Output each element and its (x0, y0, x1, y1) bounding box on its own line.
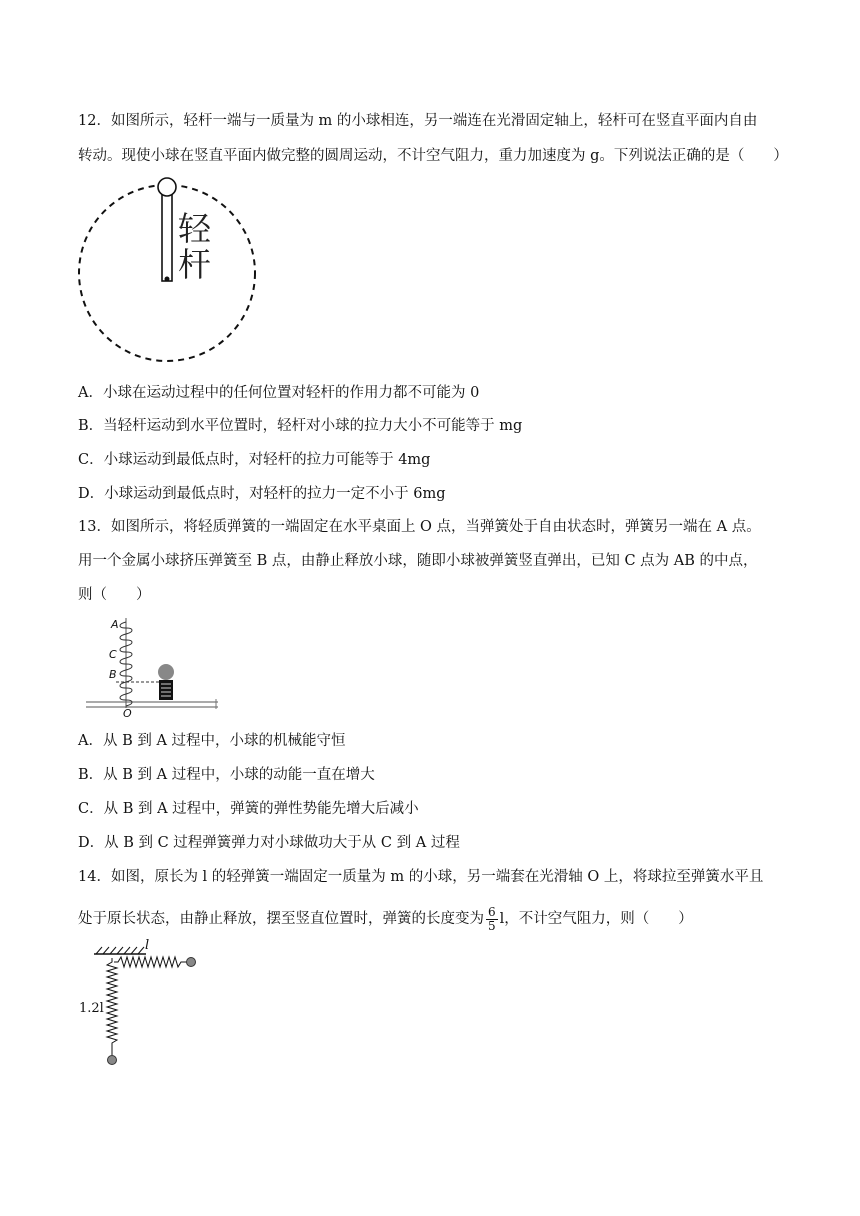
q14-stem-line2-after: l，不计空气阻力，则（ ） (499, 911, 693, 927)
q13-option-b: B．从 B 到 A 过程中，小球的动能一直在增大 (78, 767, 375, 783)
q14-label-top: l (145, 938, 150, 953)
q13-label-b: B (109, 668, 117, 681)
q12-option-c: C．小球运动到最低点时，对轻杆的拉力可能等于 4mg (78, 452, 431, 468)
q13-option-c: C．从 B 到 A 过程中，弹簧的弹性势能先增大后减小 (78, 801, 419, 817)
q14-figure-pendulum-spring (86, 942, 206, 1068)
q13-stem-line2: 用一个金属小球挤压弹簧至 B 点，由静止释放小球，随即小球被弹簧竖直弹出，已知 C 点为 AB 的中点， (78, 553, 758, 569)
q13-option-d: D．从 B 到 C 过程弹簧弹力对小球做功大于从 C 到 A 过程 (78, 835, 460, 851)
q12-stem-line1: 12．如图所示，轻杆一端与一质量为 m 的小球相连，另一端连在光滑固定轴上，轻杆可在竖直平面内自由 (78, 113, 758, 129)
q14-stem-line1: 14．如图，原长为 l 的轻弹簧一端固定一质量为 m 的小球，另一端套在光滑轴 O 上，将球拉至弹簧水平且 (78, 869, 764, 885)
q13-option-a: A．从 B 到 A 过程中，小球的机械能守恒 (78, 733, 346, 749)
q14-stem-line2-before: 处于原长状态，由静止释放，摆至竖直位置时，弹簧的长度变为 (78, 911, 484, 927)
q14-label-side: 1.2l (79, 1001, 104, 1016)
q13-stem-line1: 13．如图所示，将轻质弹簧的一端固定在水平桌面上 O 点，当弹簧处于自由状态时，弹簧另一端在 A 点。 (78, 519, 761, 535)
q13-label-a: A (111, 618, 119, 631)
q12-option-a: A．小球在运动过程中的任何位置对轻杆的作用力都不可能为 0 (78, 385, 480, 401)
q13-label-c: C (109, 648, 117, 661)
q12-figure-light-rod (75, 176, 265, 368)
fraction (486, 906, 498, 933)
q14-stem-line2 (78, 904, 693, 934)
q12-option-d: D．小球运动到最低点时，对轻杆的拉力一定不小于 6mg (78, 486, 446, 502)
q13-stem-line3: 则（ ） (78, 587, 151, 603)
q12-option-b: B．当轻杆运动到水平位置时，轻杆对小球的拉力大小不可能等于 mg (78, 418, 523, 434)
q12-figure-label: 轻杆 (178, 209, 211, 284)
q13-figure-spring (86, 614, 226, 722)
fraction-denominator: 5 (488, 918, 496, 933)
q12-stem-line2: 转动。现使小球在竖直平面内做完整的圆周运动，不计空气阻力，重力加速度为 g。下列说法正确的是（ ） (78, 148, 788, 164)
fraction-numerator: 6 (488, 904, 496, 919)
q13-label-o: O (123, 707, 132, 720)
